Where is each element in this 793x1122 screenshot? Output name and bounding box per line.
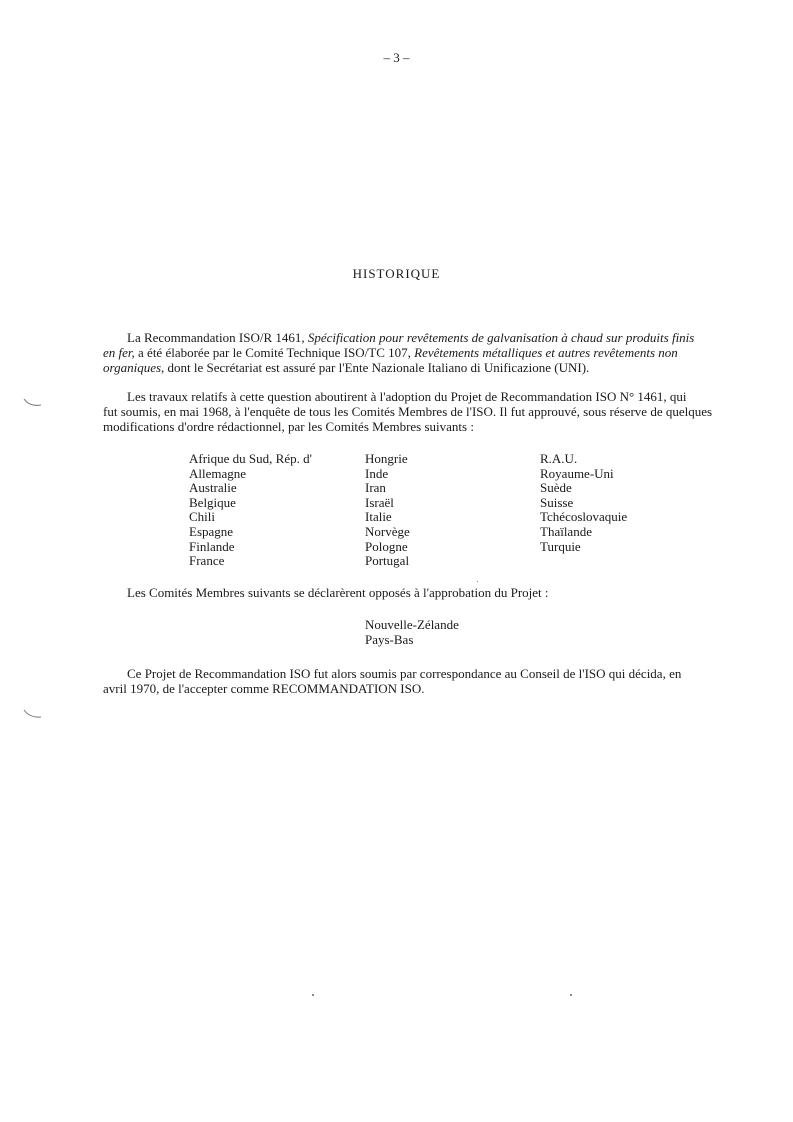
approving-members-column-1: [189, 452, 312, 569]
scan-speck: [477, 581, 478, 582]
paragraph-intro-line-1: La Recommandation ISO/R 1461, Spécification pour revêtements de galvanisation à chaud sur produits finis: [127, 330, 695, 345]
approving-members-column-2: [365, 452, 410, 569]
member-name: Nouvelle-Zélande: [365, 617, 459, 632]
member-name: Chili: [189, 509, 216, 525]
paragraph-conclusion: [103, 666, 703, 696]
member-name: Suisse: [540, 494, 574, 510]
paragraph-works: [103, 389, 713, 434]
member-name: Finlande: [189, 538, 235, 554]
member-name: Italie: [365, 509, 392, 525]
paragraph-works-line-2: fut soumis, en mai 1968, à l'enquête de tous les Comités Membres de l'ISO. Il fut approuvé, sous réserve de quelques: [103, 404, 713, 419]
member-name: Hongrie: [365, 451, 408, 466]
paragraph-intro-line-3: organiques, dont le Secrétariat est assuré par l'Ente Nazionale Italiano di Unificazione (UNI).: [103, 360, 590, 375]
member-name: Australie: [189, 480, 237, 496]
member-name: Norvège: [365, 523, 410, 539]
paragraph-intro: [103, 330, 703, 375]
binding-mark-lower: [22, 708, 44, 722]
member-name: Pologne: [365, 538, 408, 554]
member-name: Inde: [365, 465, 389, 481]
opposed-intro: Les Comités Membres suivants se déclarèrent opposés à l'approbation du Projet :: [127, 585, 549, 600]
member-name: Afrique du Sud, Rép. d': [189, 451, 312, 466]
paragraph-works-line-1: Les travaux relatifs à cette question aboutirent à l'adoption du Projet de Recommandation ISO N° 1461, qui: [127, 389, 687, 404]
approving-members-column-3: [540, 452, 627, 554]
member-name: Tchécoslovaquie: [540, 509, 628, 525]
member-name: Allemagne: [189, 465, 247, 481]
scan-speck: [312, 994, 314, 996]
paragraph-works-line-3: modifications d'ordre rédactionnel, par les Comités Membres suivants :: [103, 419, 474, 434]
member-name: Israël: [365, 494, 394, 510]
member-name: Thaïlande: [540, 523, 592, 539]
member-name: Pays-Bas: [365, 631, 414, 647]
member-name: Espagne: [189, 523, 234, 539]
section-heading: HISTORIQUE: [352, 266, 441, 281]
member-name: Iran: [365, 480, 386, 496]
paragraph-intro-line-2: en fer, a été élaborée par le Comité Technique ISO/TC 107, Revêtements métalliques et autres revêtements non: [103, 345, 678, 360]
scan-speck: [570, 994, 572, 996]
member-name: France: [189, 553, 225, 569]
page-number: – 3 –: [383, 50, 410, 65]
member-name: R.A.U.: [540, 451, 578, 466]
paragraph-conclusion-line-1: Ce Projet de Recommandation ISO fut alors soumis par correspondance au Conseil de l'ISO qui décida, en: [127, 666, 682, 681]
binding-mark-upper: [22, 396, 44, 410]
member-name: Royaume-Uni: [540, 465, 614, 481]
member-name: Belgique: [189, 494, 236, 510]
paragraph-conclusion-line-2: avril 1970, de l'accepter comme RECOMMANDATION ISO.: [103, 681, 425, 696]
member-name: Suède: [540, 480, 572, 496]
member-name: Turquie: [540, 538, 581, 554]
opposing-members-list: [365, 618, 459, 647]
member-name: Portugal: [365, 553, 410, 569]
